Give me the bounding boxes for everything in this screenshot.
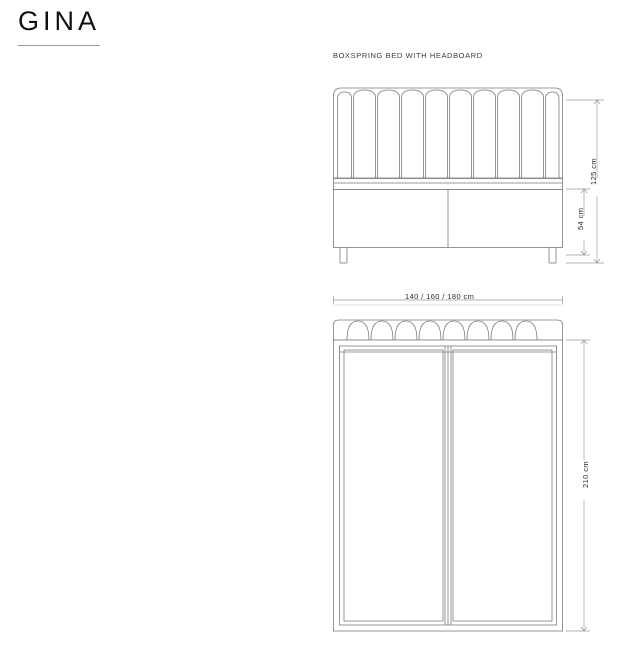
dimension-label-height: 125 cm — [589, 158, 598, 185]
product-caption: BOXSPRING BED WITH HEADBOARD — [333, 51, 483, 60]
dimension-125 — [566, 100, 604, 263]
brand-name: GINA — [18, 6, 101, 36]
top-plan — [334, 320, 563, 631]
dimension-label-length: 210 cm — [581, 461, 590, 488]
dimension-label-base-height: 54 cm — [576, 207, 585, 230]
front-base — [334, 190, 563, 264]
front-mattress — [334, 179, 563, 190]
dimension-label-width: 140 / 160 / 180 cm — [405, 292, 475, 301]
front-headboard — [334, 88, 563, 178]
